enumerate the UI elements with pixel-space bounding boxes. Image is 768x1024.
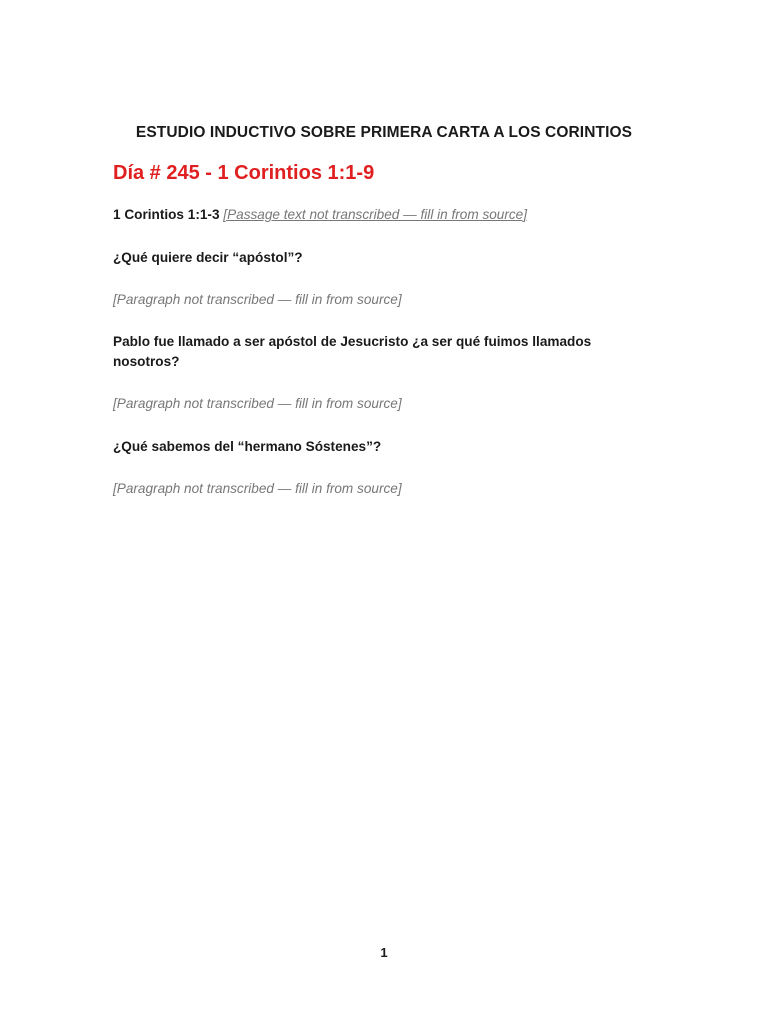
- document-body: [113, 203, 656, 522]
- day-heading: Día # 245 - 1 Corintios 1:1-9: [113, 162, 375, 184]
- question-llamados: Pablo fue llamado a ser apóstol de Jesucristo ¿a ser qué fuimos llamados nosotros?: [113, 334, 592, 370]
- paragraph-apostol: [Paragraph not transcribed — fill in from source]: [113, 291, 402, 307]
- paragraph-llamados: [Paragraph not transcribed — fill in from source]: [113, 396, 402, 412]
- question-apostol: ¿Qué quiere decir “apóstol”?: [113, 249, 303, 265]
- scripture-reference: 1 Corintios 1:1-3: [113, 207, 220, 222]
- scripture-passage: [113, 203, 656, 228]
- scripture-text: [Passage text not transcribed — fill in from source]: [223, 207, 528, 222]
- page-number: 1: [380, 945, 388, 960]
- question-sostenes: ¿Qué sabemos del “hermano Sóstenes”?: [113, 439, 382, 455]
- paragraph-sostenes: [Paragraph not transcribed — fill in from source]: [113, 481, 402, 497]
- document-title: ESTUDIO INDUCTIVO SOBRE PRIMERA CARTA A LOS CORINTIOS: [135, 124, 633, 141]
